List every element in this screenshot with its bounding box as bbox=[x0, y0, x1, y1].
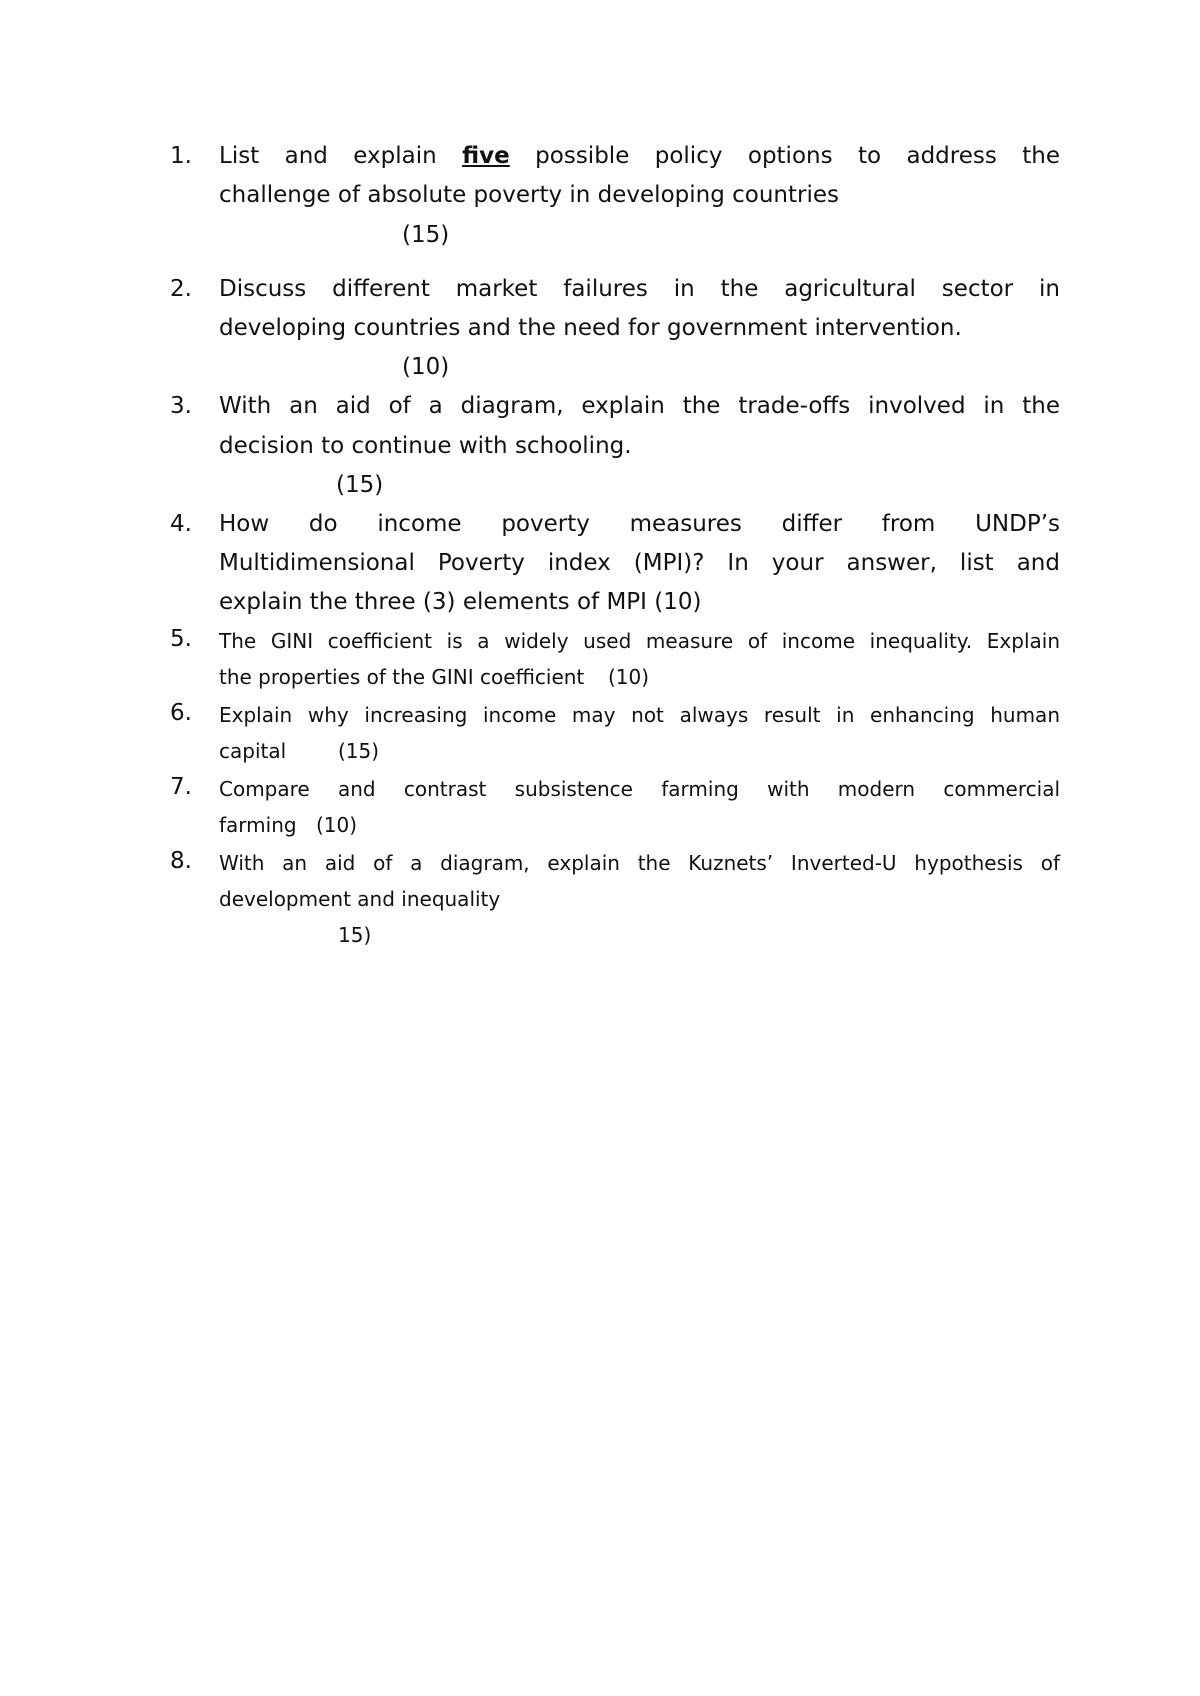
question-5-marks: (10) bbox=[608, 665, 650, 689]
question-4-line-3: explain the three (3) elements of MPI (10) bbox=[219, 589, 702, 615]
question-6-number: 6. bbox=[170, 700, 192, 726]
question-2-marks: (10) bbox=[402, 354, 450, 380]
question-2-number: 2. bbox=[170, 276, 192, 302]
question-7-number: 7. bbox=[170, 774, 192, 800]
question-3-marks: (15) bbox=[336, 472, 384, 498]
question-7-line-2: farming bbox=[219, 813, 297, 837]
question-6-marks: (15) bbox=[338, 739, 380, 763]
question-1-number: 1. bbox=[170, 143, 192, 169]
question-3-line-1: With an aid of a diagram, explain the trade-offs involved in the bbox=[219, 393, 1060, 419]
question-8-marks: 15) bbox=[338, 923, 372, 947]
question-4-line-1: How do income poverty measures differ from UNDP’s bbox=[219, 511, 1060, 537]
question-7-line-1: Compare and contrast subsistence farming with modern commercial bbox=[219, 777, 1060, 801]
question-1-marks: (15) bbox=[402, 222, 450, 248]
question-7-marks: (10) bbox=[316, 813, 358, 837]
question-4-line-2: Multidimensional Poverty index (MPI)? In your answer, list and bbox=[219, 550, 1060, 576]
emphasis-five: five bbox=[462, 143, 510, 169]
question-3-line-2: decision to continue with schooling. bbox=[219, 433, 632, 459]
question-2-line-2: developing countries and the need for government intervention. bbox=[219, 315, 962, 341]
question-1-line-2: challenge of absolute poverty in developing countries bbox=[219, 182, 839, 208]
question-8-line-1: With an aid of a diagram, explain the Kuznets’ Inverted-U hypothesis of bbox=[219, 851, 1060, 875]
question-5-number: 5. bbox=[170, 626, 192, 652]
question-1-line-1: List and explain five possible policy options to address the bbox=[219, 143, 1060, 169]
question-6-line-1: Explain why increasing income may not always result in enhancing human bbox=[219, 703, 1060, 727]
question-3-number: 3. bbox=[170, 393, 192, 419]
question-5-line-1: The GINI coefficient is a widely used measure of income inequality. Explain bbox=[219, 629, 1060, 653]
question-4-number: 4. bbox=[170, 511, 192, 537]
question-5-line-2: the properties of the GINI coefficient bbox=[219, 665, 585, 689]
question-2-line-1: Discuss different market failures in the agricultural sector in bbox=[219, 276, 1060, 302]
question-6-line-2: capital bbox=[219, 739, 287, 763]
question-8-number: 8. bbox=[170, 848, 192, 874]
question-8-line-2: development and inequality bbox=[219, 887, 501, 911]
